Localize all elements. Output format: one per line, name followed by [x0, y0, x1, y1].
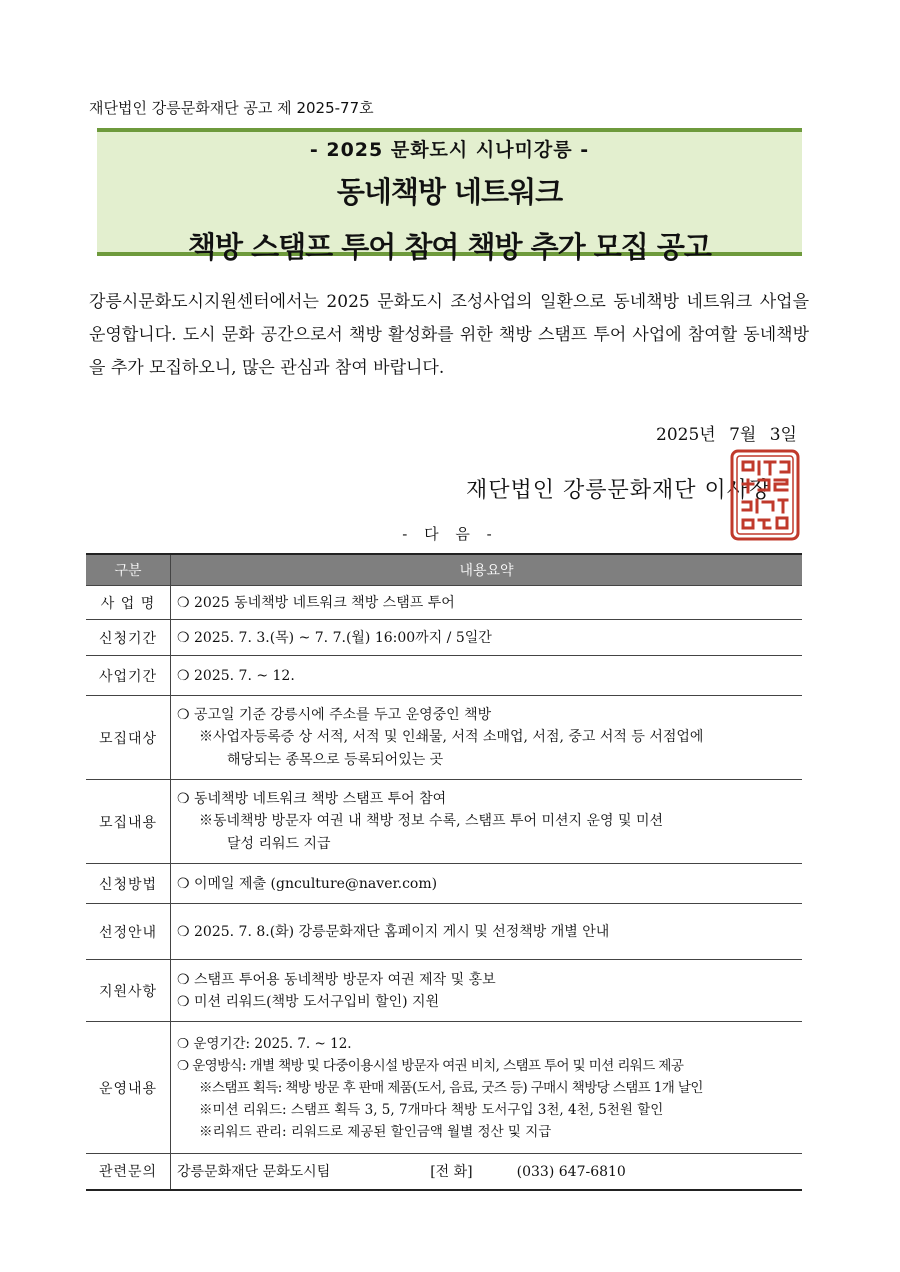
intro-paragraph: 강릉시문화도시지원센터에서는 2025 문화도시 조성사업의 일환으로 동네책방 네트워크 사업을 운영합니다. 도시 문화 공간으로서 책방 활성화를 위한 책방 스탬프 투어 사업에 참여할 동네책방을 추가 모집하오니, 많은 관심과 참여 바랍니다.: [89, 292, 809, 378]
content-line: ❍ 2025. 7. 8.(화) 강릉문화재단 홈페이지 게시 및 선정책방 개별 안내: [177, 923, 610, 940]
content-line: ❍ 운영기간: 2025. 7. ~ 12.: [177, 1035, 352, 1052]
title-line-3: 책방 스탬프 투어 참여 책방 추가 모집 공고: [188, 230, 711, 264]
row-content: [171, 904, 803, 960]
content-note-continued: 달성 리워드 지급: [227, 835, 331, 852]
summary-table: [86, 553, 802, 1191]
title-box: [97, 128, 802, 264]
content-line: ❍ 이메일 제출 (gnculture@naver.com): [177, 875, 438, 892]
content-line: ❍ 운영방식: 개별 책방 및 다중이용시설 방문자 여권 비치, 스탬프 투어 및 미션 리워드 제공: [177, 1057, 684, 1074]
table-header-row: [86, 554, 802, 586]
content-note: ※동네책방 방문자 여권 내 책방 정보 수록, 스탬프 투어 미션지 운영 및 미션: [199, 812, 664, 829]
row-label: 운영내용: [86, 1022, 171, 1154]
content-note: ※사업자등록증 상 서적, 서적 및 인쇄물, 서적 소매업, 서점, 중고 서적 등 서점업에: [199, 728, 704, 745]
header-summary: 내용요약: [171, 554, 803, 586]
content-note-continued: 해당되는 종목으로 등록되어있는 곳: [227, 751, 444, 768]
row-label: 사업기간: [86, 656, 171, 696]
row-content: [171, 780, 803, 864]
row-content: [171, 1022, 803, 1154]
table-row: [86, 696, 802, 780]
contact-phone: (033) 647-6810: [516, 1164, 626, 1181]
notice-date: 2025년 7월 3일: [656, 425, 797, 445]
row-content: [171, 696, 803, 780]
notice-number: 재단법인 강릉문화재단 공고 제 2025-77호: [89, 99, 374, 117]
row-content: [171, 586, 803, 620]
row-label: 지원사항: [86, 960, 171, 1022]
table-row: [86, 960, 802, 1022]
table-row: [86, 620, 802, 656]
row-content: [171, 656, 803, 696]
table-row: [86, 1022, 802, 1154]
contact-phone-label: [전 화]: [430, 1164, 473, 1181]
content-line: ❍ 2025. 7. 3.(목) ~ 7. 7.(월) 16:00까지 / 5일간: [177, 629, 492, 646]
table-row: [86, 586, 802, 620]
row-label: 모집내용: [86, 780, 171, 864]
contact-org: 강릉문화재단 문화도시팀: [177, 1164, 331, 1181]
table-row: [86, 780, 802, 864]
contact-row: [86, 1154, 802, 1190]
content-note: ※스탬프 획득: 책방 방문 후 판매 제품(도서, 음료, 굿즈 등) 구매시 책방당 스탬프 1개 날인: [199, 1079, 703, 1096]
row-content: [171, 864, 803, 904]
content-line: ❍ 동네책방 네트워크 책방 스탬프 투어 참여: [177, 790, 447, 807]
row-label: 사 업 명: [86, 586, 171, 620]
next-heading: - 다 음 -: [402, 525, 498, 543]
content-line: ❍ 2025. 7. ~ 12.: [177, 667, 295, 684]
row-label: 모집대상: [86, 696, 171, 780]
content-note: ※미션 리워드: 스탬프 획득 3, 5, 7개마다 책방 도서구입 3천, 4천, 5천원 할인: [199, 1101, 664, 1118]
table-row: [86, 656, 802, 696]
contact-content: [171, 1154, 803, 1190]
row-content: [171, 620, 803, 656]
title-line-2: 동네책방 네트워크: [336, 175, 563, 209]
content-note: ※리워드 관리: 리워드로 제공된 할인금액 월별 정산 및 지급: [199, 1123, 552, 1140]
title-line-1: - 2025 문화도시 시나미강릉 -: [309, 139, 590, 161]
content-line: ❍ 스탬프 투어용 동네책방 방문자 여권 제작 및 홍보: [177, 971, 496, 988]
header-category: 구분: [86, 554, 171, 586]
row-label: 신청기간: [86, 620, 171, 656]
content-line: ❍ 미션 리워드(책방 도서구입비 할인) 지원: [177, 993, 440, 1010]
row-content: [171, 960, 803, 1022]
content-line: ❍ 공고일 기준 강릉시에 주소를 두고 운영중인 책방: [177, 706, 492, 723]
table-row: [86, 904, 802, 960]
contact-label: 관련문의: [86, 1154, 171, 1190]
issuer-name: 재단법인 강릉문화재단 이사장: [466, 478, 772, 503]
row-label: 신청방법: [86, 864, 171, 904]
content-line: ❍ 2025 동네책방 네트워크 책방 스탬프 투어: [177, 594, 455, 611]
row-label: 선정안내: [86, 904, 171, 960]
table-row: [86, 864, 802, 904]
